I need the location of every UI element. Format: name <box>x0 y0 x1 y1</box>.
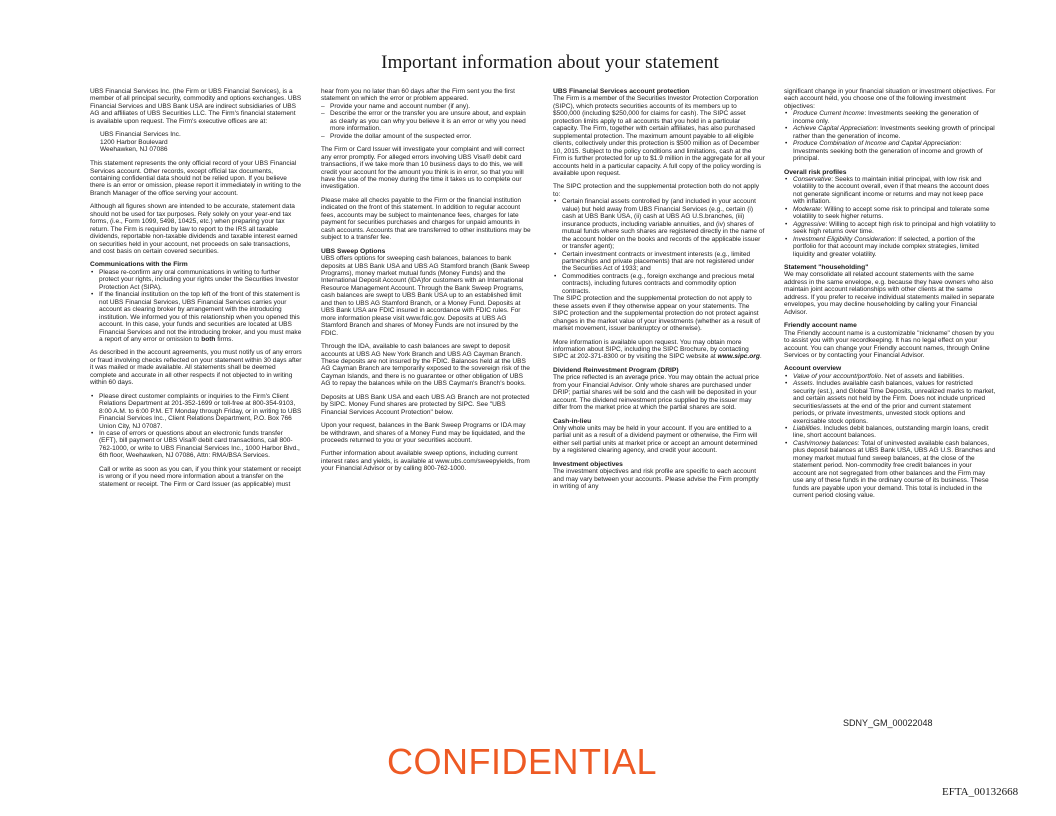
list-item: • Please re-confirm any oral communications in writing to further protect your rights, including your rights under the Securities Investor Protection Act (SIPA). <box>90 269 302 291</box>
tax-text: Although all figures shown are intended to be accurate, statement data should not be used for tax purposes. Rely solely on your year-end tax forms, (i.e., Form 1099, 5498, 10425, etc.) when preparing your tax return. The Firm is required by law to report to the IRS all taxable dividends, reportable non-taxable dividends and taxable interest earned on securities held in your account, net proceeds on sale transactions, and cost basis on certain covered securities. <box>90 203 298 256</box>
exclusions-list <box>553 198 765 295</box>
text: . <box>759 353 762 361</box>
list-item: • Certain financial assets controlled by (and included in your account value) but held away from UBS Financial Services (e.g., certain (i) cash at UBS Bank USA, (ii) cash at UBS AG U.S.branches, (iii) insurance products, including variable annuities, and (iv) shares of mutual funds where such shares are registered directly in the name of the account holder on the books and records of the applicable issuer or transfer agent); <box>553 198 765 250</box>
complaints-list <box>90 393 302 460</box>
term: Produce Current Income <box>793 110 865 118</box>
address-line: 1200 Harbor Boulevard <box>100 138 168 146</box>
column-2 <box>321 88 533 479</box>
sweep-text: UBS offers options for sweeping cash balances, balances to bank deposits at UBS Bank USA and UBS AG Stamford branch (Bank Sweep Programs), money market mutual funds (Money Funds) and the International Deposit Account (IDA)for customers with an International Resource Management Account. Through the Bank Sweep Programs, cash balances are swept to UBS Bank USA up to an established limit and then to UBS AG Stamford Branch, or a Money Fund. Deposits at UBS Bank USA are FDIC insured in accordance with FDIC rules. For more information please visit www.fdic.gov. Deposits at UBS AG Stamford Branch and shares of Money Funds are not insured by the FDIC. <box>321 255 530 337</box>
list-item <box>784 176 996 206</box>
checks-payable-text: Please make all checks payable to the Firm or the financial institution indicated on the front of this statement. In addition to regular account fees, accounts may be subject to maintenance fees, charges for late payment for securities purchases and charges for unpaid amounts in cash accounts. Accounts that are transferred to other institutions may be subject to a transfer fee. <box>321 196 531 242</box>
sipc-link[interactable]: www.sipc.org <box>717 353 760 361</box>
page-title: Important information about your statement <box>381 52 719 73</box>
term: Moderate <box>793 205 821 213</box>
text: : Investments seeking both the generation of income and growth of principal. <box>793 140 983 163</box>
official-record-text: This statement represents the only official record of your UBS Financial Services account. Other records, except official tax documents, containing confidential data should not be relied upon. If you believe there is an error or omission, please report it immediately in writing to the Branch Manager of the office serving your account. <box>90 160 302 197</box>
list-item: • Please direct customer complaints or inquiries to the Firm's Client Relations Department at 201-352-1699 or toll-free at 800-354-9103, 8:00 A.M. to 6:00 P.M. ET Monday through Friday, or in writing to UBS Financial Services Inc., Client Relations Department, P.O. Box 766 Union City, NJ 07087. <box>90 393 302 430</box>
address-line: Weehawken, NJ 07086 <box>100 146 168 154</box>
section-heading-sweep: UBS Sweep Options <box>321 247 386 255</box>
term: Liabilities <box>793 425 820 433</box>
term: Produce Combination of Income and Capital Appreciation <box>793 140 960 148</box>
section-heading-communications: Communications with the Firm <box>90 261 188 269</box>
list-item <box>784 425 996 440</box>
overview-list <box>784 373 996 500</box>
text: . Includes debit balances, outstanding margin loans, credit line, short account balances. <box>793 425 989 440</box>
objectives-text: The investment objectives and risk profile are specific to each account and may vary between your accounts. Please advise the Firm promptly in writing of any <box>553 468 759 491</box>
term: Achieve Capital Appreciation <box>793 125 877 133</box>
section-heading-friendly-name: Friendly account name <box>784 322 857 330</box>
section-heading-cash-in-lieu: Cash-in-lieu <box>553 417 592 425</box>
investigation-text: The Firm or Card Issuer will investigate your complaint and will correct any error promptly. For alleged errors involving UBS Visa® debit card transactions, if we take more than 10 business days to do this, we will credit your account for the amount you think is in error, so that you will have the use of the money during the time it takes us to complete our investigation. <box>321 146 525 191</box>
text: : Willing to accept some risk to principal and tolerate some volatility to seek higher returns. <box>793 205 990 221</box>
withdrawal-text: Upon your request, balances in the Bank Sweep Programs or IDA may be withdrawn, and shares of a Money Fund may be liquidated, and the proceeds returned to you or your securities account. <box>321 422 526 445</box>
term: Cash/money balances <box>793 439 858 447</box>
term: Investment Eligibility Consideration <box>793 235 895 243</box>
column-4 <box>784 88 996 506</box>
list-item: – Provide the dollar amount of the suspected error. <box>321 133 533 140</box>
section-heading-overview: Account overview <box>784 365 842 373</box>
cash-in-lieu-text: Only whole units may be held in your account. If you are entitled to a partial unit as a result of a dividend payment or otherwise, the Firm will either sell partial units at market price or accept an amount determined by a registered clearing agency, and credit your account. <box>553 425 758 455</box>
list-item <box>784 373 996 380</box>
term: Assets <box>793 380 813 388</box>
section-heading-protection: UBS Financial Services account protection <box>553 88 690 95</box>
section-heading-risk: Overall risk profiles <box>784 168 847 176</box>
firm-intro: UBS Financial Services Inc. (the Firm or UBS Financial Services), is a member of all principal security, commodity and options exchanges. UBS Financial Services and UBS Bank USA are indirect subsidiaries of UBS AG and affiliates of UBS Securities LLC. The Firm's financial statement is available upon request. The Firm's executive offices are at: <box>90 88 302 125</box>
list-item <box>784 221 996 236</box>
efta-id: EFTA_00132668 <box>942 786 1019 798</box>
section-heading-householding: Statement "householding" <box>784 263 869 271</box>
list-item <box>784 440 996 500</box>
list-item <box>784 110 996 125</box>
text: : Total of uninvested available cash balances, plus deposit balances at UBS Bank USA, UBS AG U.S. Branches and money market mutual fund sweep balances, at the close of the statement period. Non-commodity free credit balances in your account are not segregated from other balances and the Firm may use any of these funds in the ordinary course of its business. These funds are payable upon your demand. This total is included in the current period closing value. <box>793 439 996 500</box>
list-item <box>784 206 996 221</box>
text: : Seeks to maintain initial principal, with low risk and volatility to the account overall, even if that means the account does not generate significant income or returns and may not keep pace with inflation. <box>793 175 990 206</box>
list-item <box>90 291 302 343</box>
text: : If selected, a portion of the portfolio for that account may include complex strategies, limited liquidity and greater volatility. <box>793 235 979 258</box>
sweep-info-text: Further information about available sweep options, including current interest rates and yields, is available at www.ubs.com/sweepyields, from your Financial Advisor or by calling 800-762-1000. <box>321 450 530 473</box>
sipc-deposit-text: Deposits at UBS Bank USA and each UBS AG Branch are not protected by SIPC. Money Fund shares are protected by SIPC. See "UBS Financial Services Account Protection" below. <box>321 393 530 416</box>
drip-text: The price reflected is an average price. You may obtain the actual price from your Financial Advisor. Only whole shares are purchased under DRIP; partial shares will be sold and the cash will be deposited in your account. The dividend reinvestment price supplied by the issuer may differ from the market price at which the partial shares are sold. <box>553 374 759 412</box>
call-or-write-text: Call or write as soon as you can, if you think your statement or receipt is wrong or if you need more information about a transfer on the statement or receipt. The Firm or Card Issuer (as applicable) must <box>99 465 301 488</box>
text: firms. <box>215 336 234 344</box>
column-3 <box>553 88 765 497</box>
not-apply-text: The SIPC protection and the supplemental protection both do not apply to: <box>553 183 759 198</box>
text: . Net of assets and liabilities. <box>881 372 965 380</box>
friendly-name-text: The Friendly account name is a customizable "nickname" chosen by you to assist you with your recordkeeping. It has no legal effect on your account. You can change your Friendly account names, through Online Services or by contacting your Financial Advisor. <box>784 329 994 359</box>
confidential-stamp: CONFIDENTIAL <box>387 741 658 782</box>
text: More information is available upon request. You may obtain more information about SIPC, including the SIPC Brochure, by contacting SIPC at 202-371-8300 or by visiting the SIPC website at <box>553 338 749 361</box>
list-item: – Provide your name and account number (if any). <box>321 103 533 110</box>
text: . Includes available cash balances, values for restricted security (est.), and Global Time Deposits, unrealized marks to market, and certain assets not held by the Firm. Does not include unpriced securities/assets at the end of the prior and current statement periods, or private investments, unvested stock options and exercisable stock options. <box>793 380 996 425</box>
list-item: • Certain investment contracts or investment interests (e.g., limited partnerships and private placements) that are not registered under the Securities Act of 1933; and <box>553 251 765 273</box>
error-steps-list <box>321 103 533 140</box>
list-item: • Commodities contracts (e.g., foreign exchange and precious metal contracts), including futures contracts and commodity option contracts. <box>553 273 765 295</box>
list-item <box>784 140 996 162</box>
text: : Investments seeking growth of principal rather than the generation of income. <box>793 125 995 140</box>
column-1 <box>90 88 302 494</box>
office-address <box>100 131 302 154</box>
document-id: SDNY_GM_00022048 <box>843 718 933 728</box>
list-item: • In case of errors or questions about an electronic funds transfer (EFT), bill payment or UBS Visa® debit card transactions, call 800-762-1000, or write to UBS Financial Services Inc., 1000 Harbor Blvd., 6th floor, Weehawken, NJ 07086, Attn: RMA/BSA Services. <box>90 430 302 460</box>
list-item <box>784 380 996 425</box>
term: Value of your account/portfolio <box>793 372 882 380</box>
term: Aggressive <box>793 220 826 228</box>
list-item: – Describe the error or the transfer you are unsure about, and explain as clearly as you can why you believe it is an error or why you need more information. <box>321 110 533 132</box>
householding-text: We may consolidate all related account statements with the same address in the same envelope, e.g. because they have owners who also maintain joint account relationships with other clients at the same address. If you prefer to receive individual statements mailed in separate envelopes, you may decline householding by calling your Financial Advisor. <box>784 271 995 316</box>
address-line: UBS Financial Services Inc. <box>100 131 181 139</box>
risk-list <box>784 176 996 258</box>
objectives-continuation: significant change in your financial situation or investment objectives. For each account held, you choose one of the following investment objectives: <box>784 88 996 110</box>
ida-text: Through the IDA, available to cash balances are swept to deposit accounts at UBS AG New York Branch and UBS AG Cayman Branch. These deposits are not insured by the FDIC. Balances held at the UBS AG Cayman Branch are temporarily exposed to the sovereign risk of the Cayman Islands, and there is no guarantee or other obligation of UBS AG to repay the balances while on the UBS Cayman's Branch's books. <box>321 343 530 388</box>
emphasis: both <box>201 336 216 344</box>
term: Conservative <box>793 175 832 183</box>
list-item <box>784 125 996 140</box>
list-item <box>784 236 996 258</box>
objectives-list <box>784 110 996 162</box>
market-value-text: The SIPC protection and the supplemental protection do not apply to these assets even if they otherwise appear on your statements. The SIPC protection and the supplemental protection do not protect against changes in the market value of your investments (whether as a result of market movement, issuer bankruptcy or otherwise). <box>553 295 761 333</box>
section-heading-drip: Dividend Reinvestment Program (DRIP) <box>553 366 679 374</box>
more-info-text <box>553 339 765 361</box>
text: : Investments seeking the generation of income only. <box>793 110 979 125</box>
section-heading-objectives: Investment objectives <box>553 460 623 468</box>
communications-list <box>90 269 302 344</box>
text: : Willing to accept high risk to principal and high volatility to seek high returns over time. <box>793 220 996 236</box>
error-notify-text: As described in the account agreements, you must notify us of any errors or fraud involving checks reflected on your statement within 30 days after it was mailed or made available. All statements shall be deemed complete and accurate in all other respects if not objected to in writing within 60 days. <box>90 349 302 387</box>
continuation-text: hear from you no later than 60 days after the Firm sent you the first statement on which the error or problem appeared. <box>321 88 515 103</box>
text: If the financial institution on the top left of the front of this statement is not UBS Financial Services, UBS Financial Services carries your account as clearing broker by arrangement with the introducing institution. We informed you of this relationship when you opened this account. In this case, your funds and securities are located at UBS Financial Services and not the introducing broker, and you must make a report of any error or omission to <box>99 291 302 344</box>
sipc-text: The Firm is a member of the Securities Investor Protection Corporation (SIPC), which protects securities accounts of its members up to $500,000 (including $250,000 for claims for cash). The SIPC asset protection limits apply to all accounts that you hold in a particular capacity. The Firm, together with certain affiliates, has also purchased supplemental protection. The maximum amount payable to all eligible clients, collectively under this protection is $500 million as of December 10, 2015. Subject to the policy conditions and limitations, cash at the Firm is further protected for up to $1.9 million in the aggregate for all your accounts held in a particular capacity. A full copy of the policy wording is available upon request. <box>553 95 765 177</box>
